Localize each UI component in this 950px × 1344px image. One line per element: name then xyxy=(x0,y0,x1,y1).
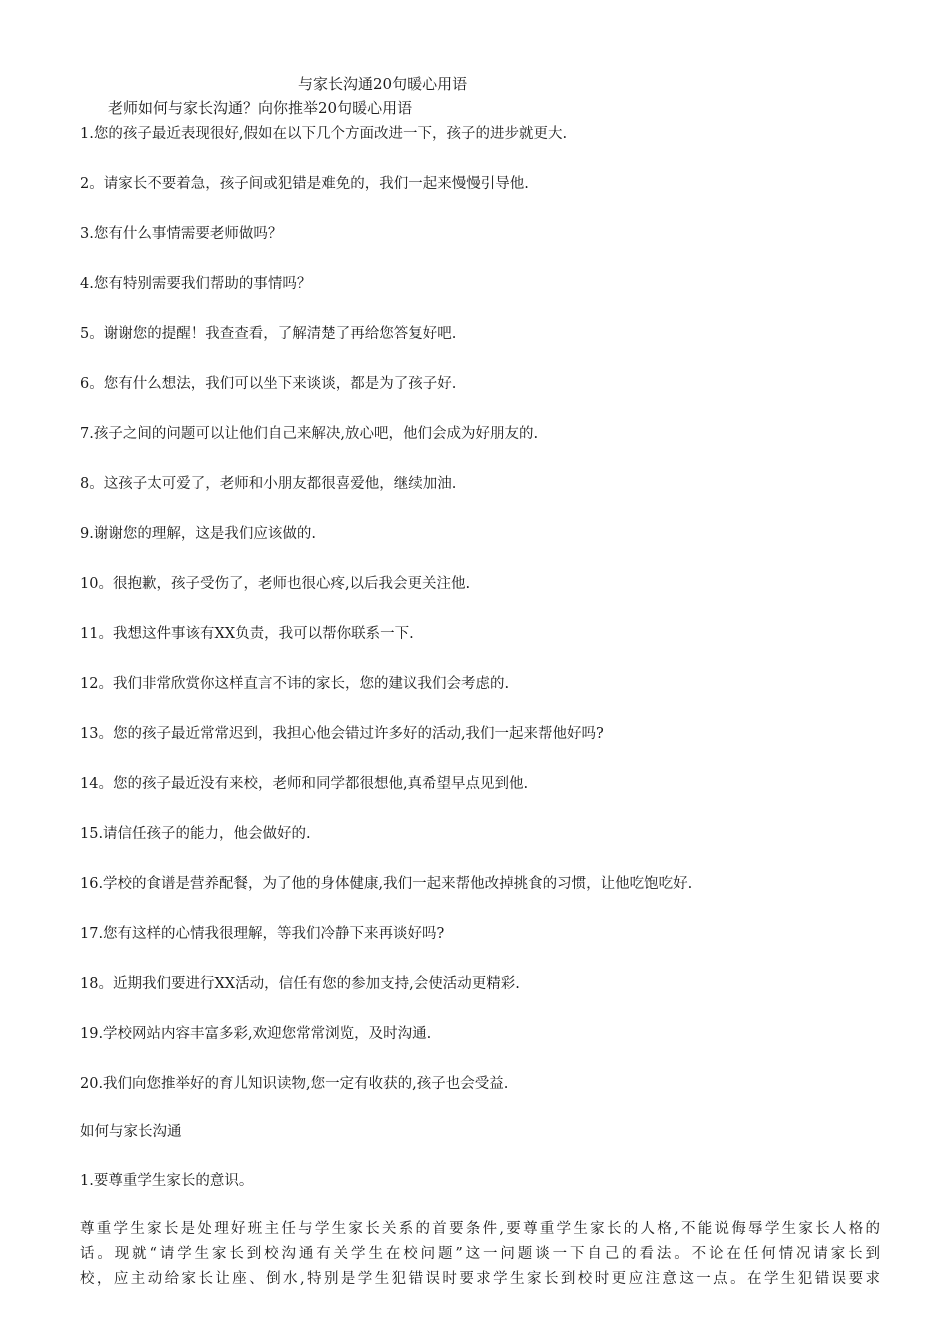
tip-item: 8。这孩子太可爱了，老师和小朋友都很喜爱他，继续加油. xyxy=(80,476,457,492)
paragraph-line: 话。现就“请学生家长到校沟通有关学生在校问题”这一问题谈一下自己的看法。不论在任何情况请家长到 xyxy=(80,1246,880,1262)
tip-item: 20.我们向您推举好的育儿知识读物,您一定有收获的,孩子也会受益. xyxy=(80,1076,509,1092)
tip-item: 2。请家长不要着急，孩子间或犯错是难免的，我们一起来慢慢引导他. xyxy=(80,176,529,192)
document-title: 与家长沟通20句暖心用语 xyxy=(298,75,468,93)
tips-list xyxy=(80,122,900,1122)
tip-item: 12。我们非常欣赏你这样直言不讳的家长，您的建议我们会考虑的. xyxy=(80,676,510,692)
tip-item: 18。近期我们要进行XX活动，信任有您的参加支持,会使活动更精彩. xyxy=(80,976,520,992)
tip-item: 5。谢谢您的提醒！我查查看，了解清楚了再给您答复好吧. xyxy=(80,326,457,342)
paragraph-line: 校，应主动给家长让座、倒水,特别是学生犯错误时要求学生家长到校时更应注意这一点。在学生犯错误要求 xyxy=(80,1271,880,1287)
tip-item: 9.谢谢您的理解，这是我们应该做的. xyxy=(80,526,316,542)
document-subtitle: 老师如何与家长沟通？向你推举20句暖心用语 xyxy=(108,99,413,117)
tip-item: 10。很抱歉，孩子受伤了，老师也很心疼,以后我会更关注他. xyxy=(80,576,471,592)
tip-item: 3.您有什么事情需要老师做吗？ xyxy=(80,226,283,242)
tip-item: 7.孩子之间的问题可以让他们自己来解决,放心吧，他们会成为好朋友的. xyxy=(80,426,539,442)
section-point: 1.要尊重学生家长的意识。 xyxy=(80,1173,254,1189)
tip-item: 14。您的孩子最近没有来校，老师和同学都很想他,真希望早点见到他. xyxy=(80,776,529,792)
paragraph-line: 尊重学生家长是处理好班主任与学生家长关系的首要条件,要尊重学生家长的人格,不能说侮辱学生家长人格的 xyxy=(80,1221,880,1237)
tip-item: 13。您的孩子最近常常迟到，我担心他会错过许多好的活动,我们一起来帮他好吗? xyxy=(80,726,604,742)
tip-item: 11。我想这件事该有XX负责，我可以帮你联系一下. xyxy=(80,626,414,642)
tip-item: 17.您有这样的心情我很理解，等我们冷静下来再谈好吗? xyxy=(80,926,445,942)
tip-item: 16.学校的食谱是营养配餐，为了他的身体健康,我们一起来帮他改掉挑食的习惯，让他吃饱吃好. xyxy=(80,876,693,892)
tip-item: 19.学校网站内容丰富多彩,欢迎您常常浏览，及时沟通. xyxy=(80,1026,432,1042)
tip-item: 4.您有特别需要我们帮助的事情吗？ xyxy=(80,276,312,292)
tip-item: 15.请信任孩子的能力，他会做好的. xyxy=(80,826,311,842)
tip-item: 6。您有什么想法，我们可以坐下来谈谈，都是为了孩子好. xyxy=(80,376,457,392)
tip-item: 1.您的孩子最近表现很好,假如在以下几个方面改进一下，孩子的进步就更大. xyxy=(80,126,568,142)
body-paragraph xyxy=(80,1217,880,1292)
section-heading: 如何与家长沟通 xyxy=(80,1124,182,1140)
